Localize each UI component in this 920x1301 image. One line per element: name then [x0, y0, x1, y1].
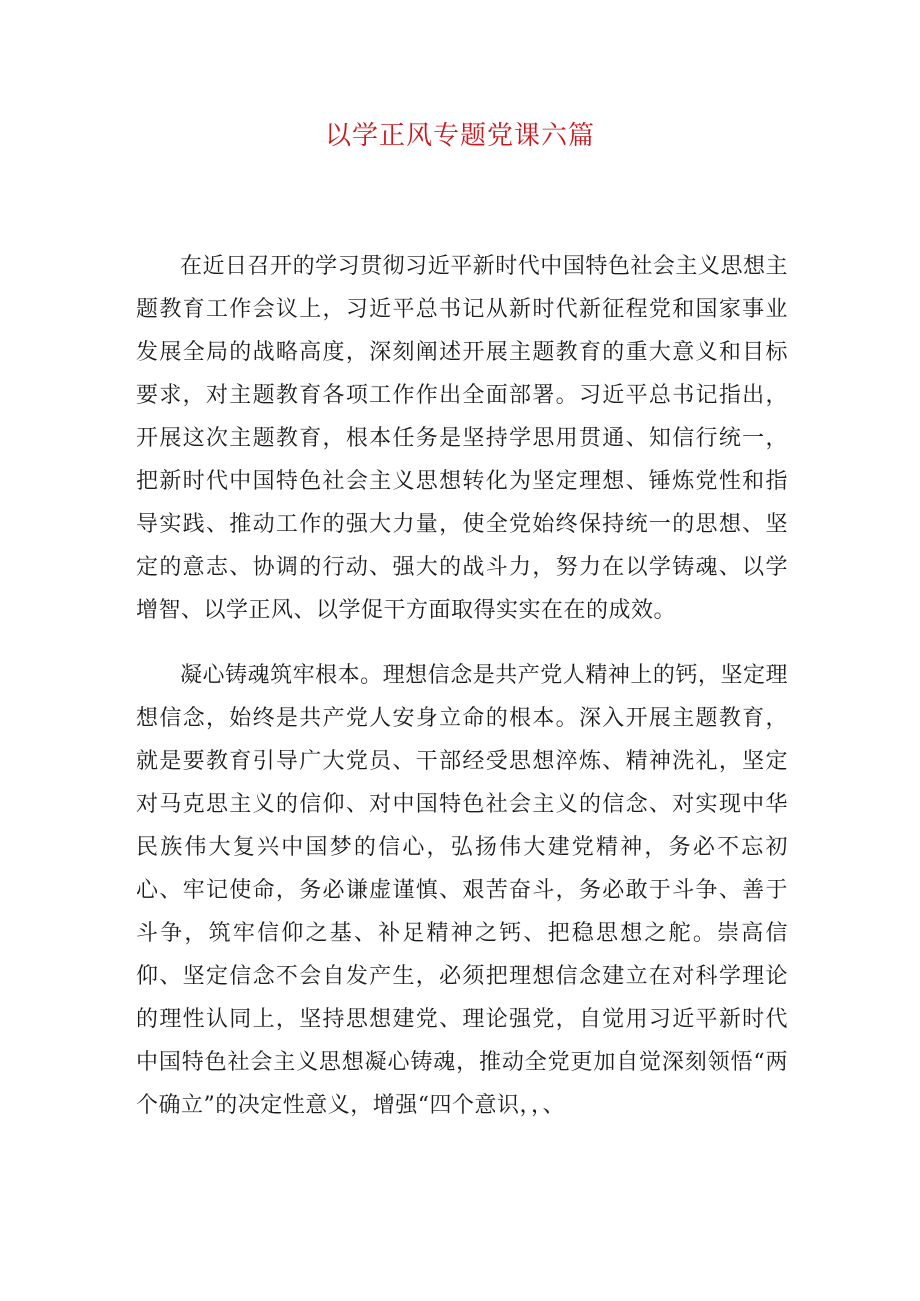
document-title: 以学正风专题党课六篇: [324, 121, 595, 151]
document-body: [136, 245, 788, 1149]
paragraph-2: 凝心铸魂筑牢根本。理想信念是共产党人精神上的钙，坚定理想信念，始终是共产党人安身立命的根本。深入开展主题教育，就是要教育引导广大党员、干部经受思想淬炼、精神洗礼，坚定对马克思主义的信仰、对中国特色社会主义的信念、对实现中华民族伟大复兴中国梦的信心，弘扬伟大建党精神，务必不忘初心、牢记使命，务必谦虚谨慎、艰苦奋斗，务必敢于斗争、善于斗争，筑牢信仰之基、补足精神之钙、把稳思想之舵。崇高信仰、坚定信念不会自发产生，必须把理想信念建立在对科学理论的理性认同上，坚持思想建党、理论强党，自觉用习近平新时代中国特色社会主义思想凝心铸魂，推动全党更加自觉深刻领悟“两个确立”的决定性意义，增强“四个意识，，、: [136, 663, 788, 1118]
paragraph-1: 在近日召开的学习贯彻习近平新时代中国特色社会主义思想主题教育工作会议上，习近平总书记从新时代新征程党和国家事业发展全局的战略高度，深刻阐述开展主题教育的重大意义和目标要求，对主题教育各项工作作出全面部署。习近平总书记指出，开展这次主题教育，根本任务是坚持学思用贯通、知信行统一，把新时代中国特色社会主义思想转化为坚定理想、锤炼党性和指导实践、推动工作的强大力量，使全党始终保持统一的思想、坚定的意志、协调的行动、强大的战斗力，努力在以学铸魂、以学增智、以学正风、以学促干方面取得实实在在的成效。: [136, 254, 788, 623]
